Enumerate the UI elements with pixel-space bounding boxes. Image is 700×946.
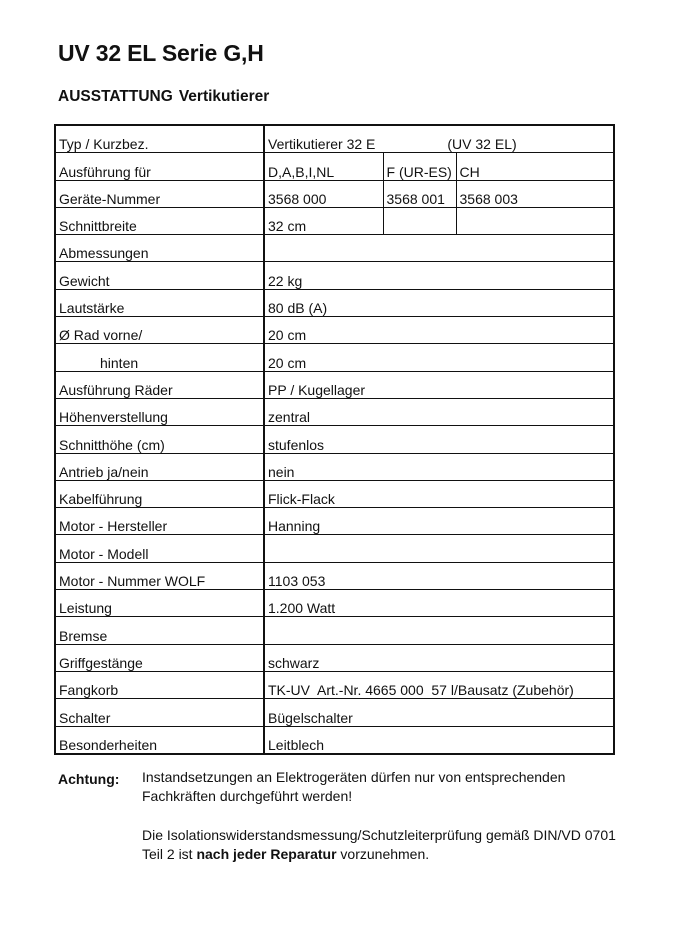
page-title: UV 32 EL Serie G,H	[58, 40, 264, 66]
table-row	[55, 726, 614, 754]
row-label: Motor - Hersteller	[55, 508, 264, 535]
row-value: Hanning	[264, 508, 614, 535]
row-value: stufenlos	[264, 426, 614, 453]
row-value: nein	[264, 453, 614, 480]
table-row	[55, 153, 614, 180]
variant-cell: F (UR-ES)	[383, 153, 456, 180]
row-label: Geräte-Nummer	[55, 180, 264, 207]
table-row	[55, 371, 614, 398]
number-cell: 3568 003	[456, 180, 614, 207]
row-label: Leistung	[55, 590, 264, 617]
row-value: 20 cm	[264, 317, 614, 344]
row-label: Motor - Nummer WOLF	[55, 562, 264, 589]
row-label: Griffgestänge	[55, 644, 264, 671]
note-text-part: vorzunehmen.	[336, 846, 430, 862]
row-value: PP / Kugellager	[264, 371, 614, 398]
empty-cell	[456, 207, 614, 234]
row-value: Flick-Flack	[264, 480, 614, 507]
table-row	[55, 180, 614, 207]
row-label: Motor - Modell	[55, 535, 264, 562]
variant-cell: CH	[456, 153, 614, 180]
row-label: Lautstärke	[55, 289, 264, 316]
note-instruction	[142, 826, 618, 864]
section-title-part2: Vertikutierer	[178, 88, 270, 105]
row-value: Leitblech	[264, 726, 614, 754]
table-row	[55, 453, 614, 480]
row-label: Antrieb ja/nein	[55, 453, 264, 480]
row-value	[264, 535, 614, 562]
empty-cell	[383, 207, 456, 234]
variant-cell: D,A,B,I,NL	[264, 153, 383, 180]
row-value	[264, 235, 614, 262]
note-warning: Instandsetzungen an Elektrogeräten dürfen nur von entsprechenden Fachkräften durchgeführt werden!	[142, 769, 566, 804]
row-value	[264, 125, 614, 153]
row-value: zentral	[264, 398, 614, 425]
row-value: 22 kg	[264, 262, 614, 289]
number-cell: 3568 001	[383, 180, 456, 207]
row-value: Bügelschalter	[264, 699, 614, 726]
table-row	[55, 426, 614, 453]
row-value: 1.200 Watt	[264, 590, 614, 617]
table-row	[55, 235, 614, 262]
row-label: Kabelführung	[55, 480, 264, 507]
table-row	[55, 535, 614, 562]
notes-section	[58, 768, 618, 864]
table-row	[55, 508, 614, 535]
row-value: 20 cm	[264, 344, 614, 371]
row-label: Ausführung Räder	[55, 371, 264, 398]
spec-table	[54, 124, 615, 755]
row-label: Bremse	[55, 617, 264, 644]
table-row	[55, 699, 614, 726]
table-row	[55, 289, 614, 316]
table-row	[55, 344, 614, 371]
number-cell: 3568 000	[264, 180, 383, 207]
row-value: 1103 053	[264, 562, 614, 589]
table-row	[55, 317, 614, 344]
table-row	[55, 644, 614, 671]
row-label: Abmessungen	[55, 235, 264, 262]
row-label: Fangkorb	[55, 671, 264, 698]
row-label: Schalter	[55, 699, 264, 726]
table-row	[55, 125, 614, 153]
row-label: Ausführung für	[55, 153, 264, 180]
type-extra: (UV 32 EL)	[447, 136, 517, 153]
row-value: schwarz	[264, 644, 614, 671]
table-row	[55, 590, 614, 617]
row-label: Besonderheiten	[55, 726, 264, 754]
note-text-part: Die Isolationswiderstandsmessung/Schutzleiterprüfung gemäß DIN/VD 0701 Teil 2 ist	[142, 827, 616, 862]
note-label: Achtung:	[58, 771, 120, 787]
row-value: 80 dB (A)	[264, 289, 614, 316]
row-value: TK-UV Art.-Nr. 4665 000 57 l/Bausatz (Zubehör)	[264, 671, 614, 698]
row-label: Gewicht	[55, 262, 264, 289]
table-row	[55, 480, 614, 507]
table-row	[55, 262, 614, 289]
row-label: Schnittbreite	[55, 207, 264, 234]
table-row	[55, 207, 614, 234]
table-row	[55, 562, 614, 589]
table-row	[55, 671, 614, 698]
section-title-part1: AUSSTATTUNG	[58, 88, 173, 105]
table-row	[55, 398, 614, 425]
row-label: Schnitthöhe (cm)	[55, 426, 264, 453]
note-emphasis: nach jeder Reparatur	[196, 846, 337, 862]
table-row	[55, 617, 614, 644]
row-label: Höhenverstellung	[55, 398, 264, 425]
row-label: Typ / Kurzbez.	[55, 125, 264, 153]
row-value: 32 cm	[264, 207, 383, 234]
row-value	[264, 617, 614, 644]
section-title	[58, 88, 269, 106]
type-value: Vertikutierer 32 E	[268, 136, 376, 153]
row-label: hinten	[55, 344, 264, 371]
row-label: Ø Rad vorne/	[55, 317, 264, 344]
